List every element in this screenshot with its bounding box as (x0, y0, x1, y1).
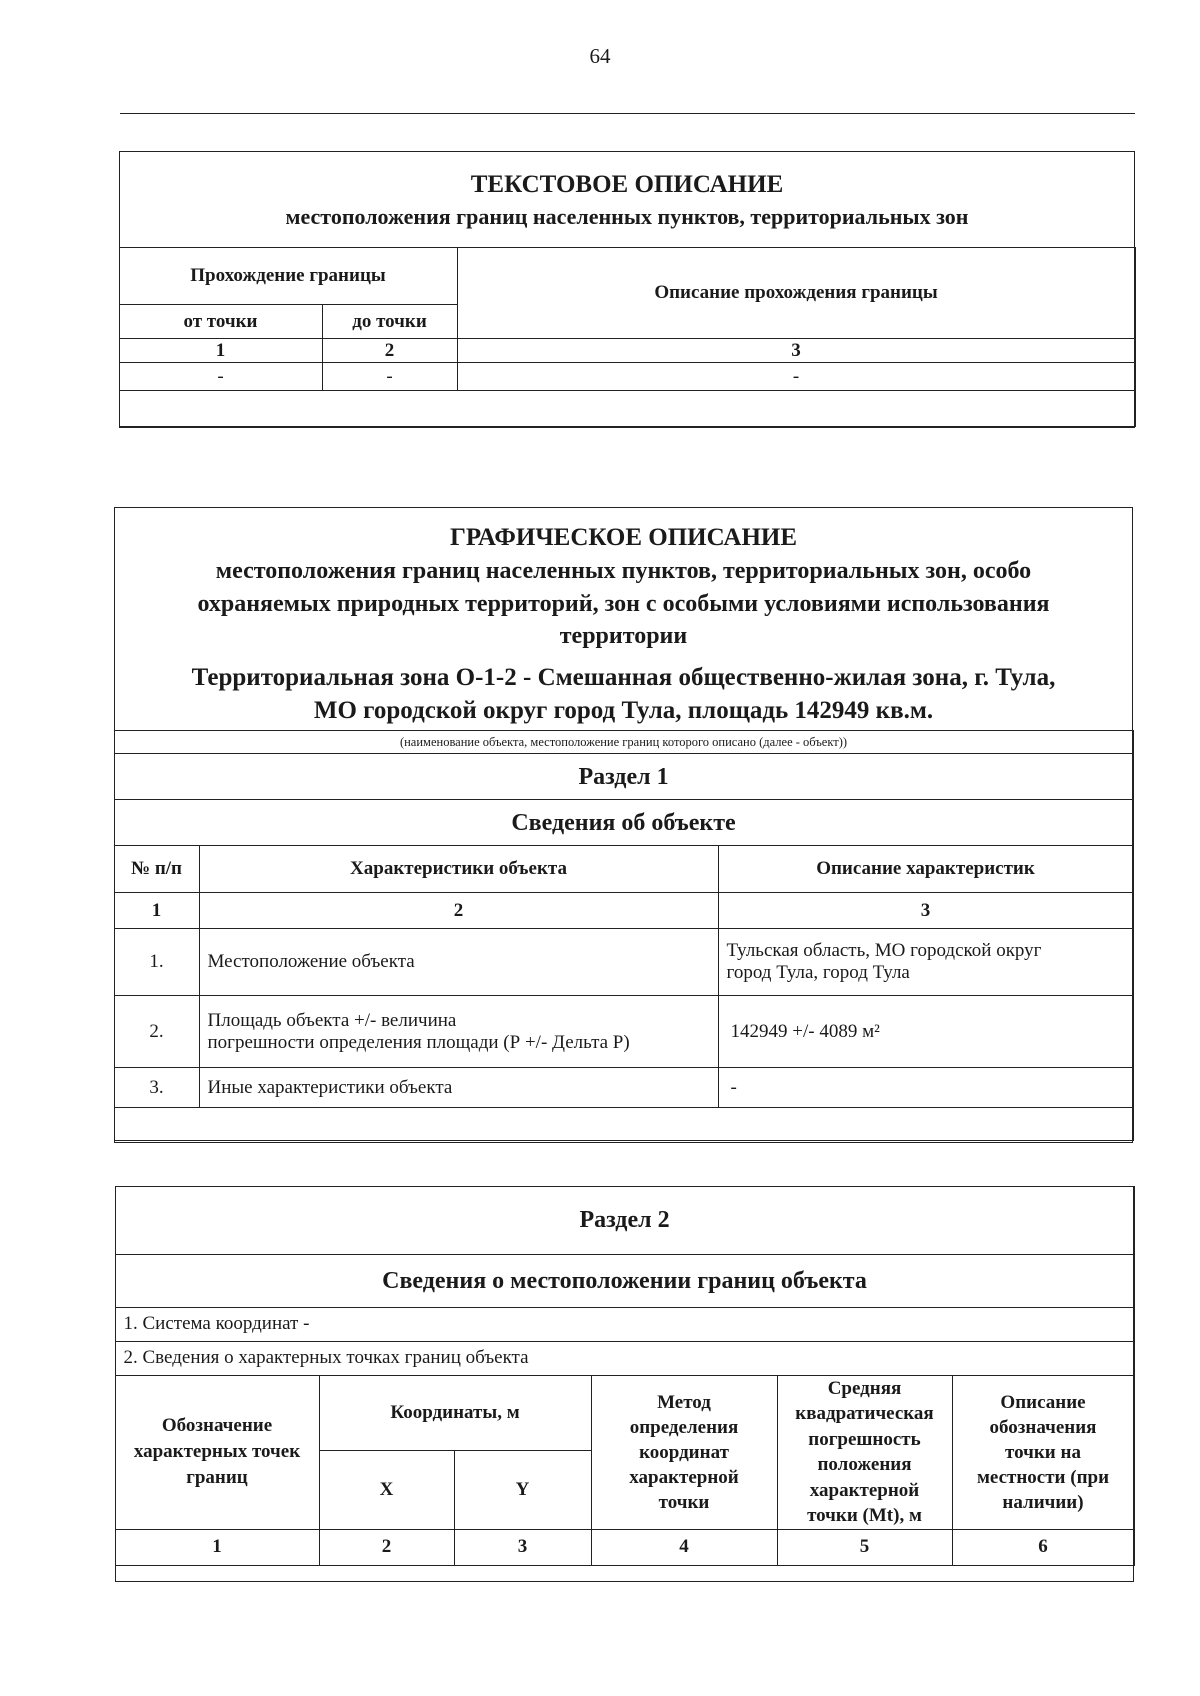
row-number: 2. (114, 996, 199, 1068)
header-y: Y (454, 1451, 591, 1529)
text-description-table (119, 247, 1136, 427)
empty-row (119, 391, 1135, 427)
num-cell: 1 (119, 339, 322, 363)
text-description-block (119, 151, 1135, 428)
characteristic-line: Иные характеристики объекта (207, 1076, 453, 1098)
header-line: Описание (1000, 1391, 1086, 1413)
row-description (718, 929, 1133, 996)
description-line: Тульская область, МО городской округ (726, 940, 1042, 961)
row-characteristic (199, 996, 718, 1068)
row-description (718, 1068, 1133, 1108)
header-point-description (952, 1375, 1134, 1529)
section1-subtitle: Сведения об объекте (114, 800, 1133, 846)
header-mean-error (777, 1375, 952, 1529)
header-line: Метод (657, 1391, 711, 1413)
num-cell: 2 (199, 893, 718, 929)
num-cell: 3 (457, 339, 1135, 363)
num-cell: 4 (591, 1529, 777, 1565)
section1-title: Раздел 1 (114, 754, 1133, 800)
data-cell: - (119, 363, 322, 391)
text-description-title: ТЕКСТОВОЕ ОПИСАНИЕ (470, 171, 784, 198)
row-characteristic (199, 929, 718, 996)
header-line: характерной (629, 1466, 739, 1488)
characteristic-line: Местоположение объекта (207, 951, 415, 972)
header-method (591, 1375, 777, 1529)
header-line: Средняя (827, 1377, 902, 1399)
header-line: характерной (809, 1479, 920, 1501)
characteristic-line: Площадь объекта +/- величина (207, 1009, 457, 1031)
object-name-line-1: Территориальная зона О-1-2 - Смешанная общественно-жилая зона, г. Тула, (191, 664, 1056, 691)
graphic-description-subtitle-3: территории (559, 623, 688, 649)
header-x: X (319, 1451, 454, 1529)
header-line: местности (при (976, 1466, 1110, 1488)
header-line: точки (658, 1491, 710, 1513)
num-cell: 3 (454, 1529, 591, 1565)
header-designation (115, 1375, 319, 1529)
description-line: - (730, 1076, 737, 1098)
num-cell: 6 (952, 1529, 1134, 1565)
page-number: 64 (589, 44, 611, 68)
section1-table (114, 730, 1134, 1141)
section2-table (115, 1186, 1135, 1566)
table-row (114, 929, 1133, 996)
section2-block (115, 1186, 1134, 1582)
num-cell: 1 (114, 893, 199, 929)
col-from-header: от точки (119, 305, 322, 339)
table-row (114, 1068, 1133, 1108)
header-line: определения (629, 1416, 739, 1438)
header-line: положения (817, 1454, 912, 1475)
num-cell: 3 (718, 893, 1133, 929)
characteristic-line: погрешности определения площади (Р +/- Дельта Р) (207, 1031, 630, 1053)
graphic-description-subtitle-1: местоположения границ населенных пунктов, территориальных зон, особо (215, 558, 1032, 584)
header-line: обозначения (989, 1416, 1097, 1438)
coord-system: 1. Система координат - (115, 1307, 1134, 1341)
empty-row (114, 1108, 1133, 1141)
graphic-description-block (114, 507, 1133, 1143)
data-cell: - (322, 363, 457, 391)
row-description (718, 996, 1133, 1068)
num-cell: 2 (319, 1529, 454, 1565)
header-description: Описание характеристик (718, 846, 1133, 893)
object-note: (наименование объекта, местоположение границ которого описано (далее - объект)) (114, 731, 1133, 754)
header-characteristics: Характеристики объекта (199, 846, 718, 893)
num-cell: 2 (322, 339, 457, 363)
graphic-description-title: ГРАФИЧЕСКОЕ ОПИСАНИЕ (449, 524, 798, 551)
row-number: 3. (114, 1068, 199, 1108)
num-cell: 1 (115, 1529, 319, 1565)
graphic-description-subtitle-2: охраняемых природных территорий, зон с особыми условиями использования (197, 591, 1050, 617)
header-line: Обозначение (161, 1415, 273, 1436)
header-line: квадратическая (795, 1403, 934, 1424)
col-passage-header: Прохождение границы (119, 248, 457, 305)
section2-subtitle: Сведения о местоположении границ объекта (115, 1254, 1134, 1307)
num-cell: 5 (777, 1529, 952, 1565)
header-number: № п/п (114, 846, 199, 893)
header-rule (120, 113, 1135, 114)
row-number: 1. (114, 929, 199, 996)
object-name-line-2: МО городской округ город Тула, площадь 142949 кв.м. (313, 697, 934, 724)
header-line: погрешность (808, 1428, 921, 1450)
description-line: город Тула, город Тула (726, 962, 910, 983)
header-line: точки (Mt), м (807, 1505, 922, 1526)
text-description-subtitle: местоположения границ населенных пунктов, территориальных зон (285, 204, 969, 229)
header-line: характерных точек (133, 1441, 301, 1462)
header-line: координат (639, 1441, 729, 1463)
header-coordinates: Координаты, м (319, 1375, 591, 1451)
col-to-header: до точки (322, 305, 457, 339)
table-row (114, 996, 1133, 1068)
header-line: наличии) (1002, 1491, 1084, 1513)
col-description-header: Описание прохождения границы (457, 248, 1135, 339)
section2-title: Раздел 2 (115, 1186, 1134, 1254)
data-cell: - (457, 363, 1135, 391)
header-line: точки на (1005, 1441, 1081, 1463)
points-info: 2. Сведения о характерных точках границ объекта (115, 1341, 1134, 1375)
header-line: границ (186, 1467, 248, 1488)
row-characteristic (199, 1068, 718, 1108)
description-line: 142949 +/- 4089 м² (730, 1020, 880, 1042)
